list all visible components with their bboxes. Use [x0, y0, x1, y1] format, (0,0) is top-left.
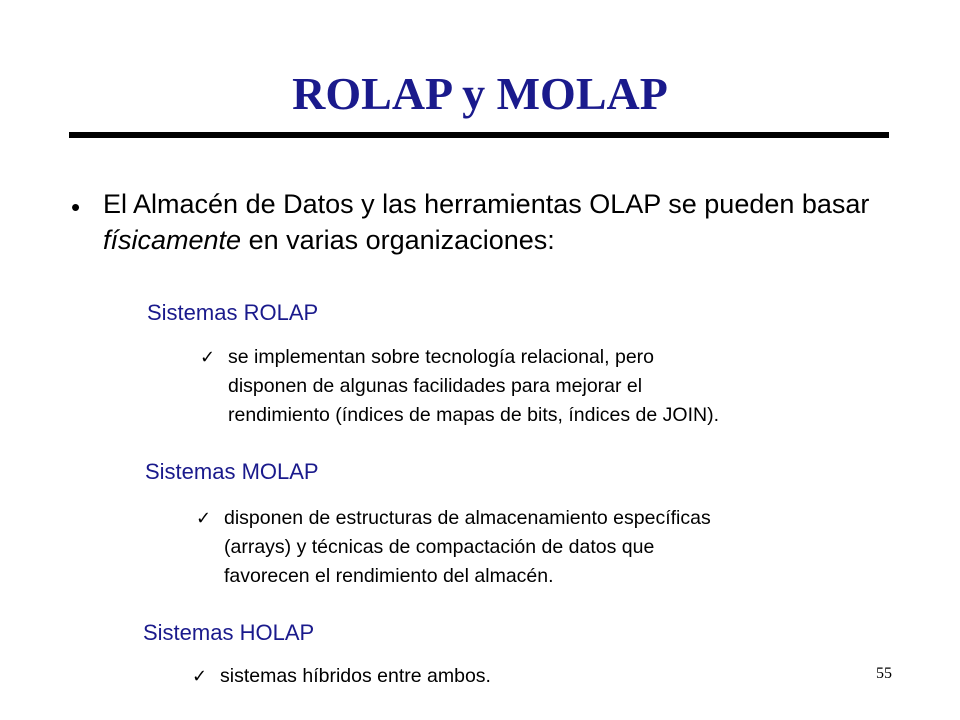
molap-description-text [224, 504, 864, 591]
text-line: se implementan sobre tecnología relacional, pero [228, 346, 655, 368]
title-underline [69, 132, 889, 138]
text-line: rendimiento (índices de mapas de bits, índices de JOIN). [228, 404, 719, 426]
bullet-icon: • [71, 192, 81, 222]
text-line: (arrays) y técnicas de compactación de datos que [224, 536, 655, 558]
holap-description-text [220, 662, 860, 691]
text-line: sistemas híbridos entre ambos. [220, 665, 491, 687]
page-number: 55 [876, 665, 892, 682]
text-line: disponen de estructuras de almacenamiento específicas [224, 507, 711, 529]
bullet-text-end: en varias organizaciones: [241, 225, 555, 255]
bullet-text-start: El Almacén de Datos y las herramientas OLAP se pueden basar [103, 189, 870, 219]
main-bullet-text [103, 186, 883, 258]
checkmark-icon: ✓ [196, 508, 212, 529]
section-heading-holap: Sistemas HOLAP [143, 620, 315, 645]
text-line: disponen de algunas facilidades para mejorar el [228, 375, 643, 397]
section-heading-rolap: Sistemas ROLAP [147, 300, 319, 325]
bullet-text-emphasis: físicamente [103, 225, 242, 255]
slide-title: ROLAP y MOLAP [292, 68, 668, 119]
rolap-description-text [228, 343, 868, 430]
checkmark-icon: ✓ [192, 666, 208, 687]
section-heading-molap: Sistemas MOLAP [145, 459, 319, 484]
text-line: favorecen el rendimiento del almacén. [224, 565, 554, 587]
checkmark-icon: ✓ [200, 347, 216, 368]
